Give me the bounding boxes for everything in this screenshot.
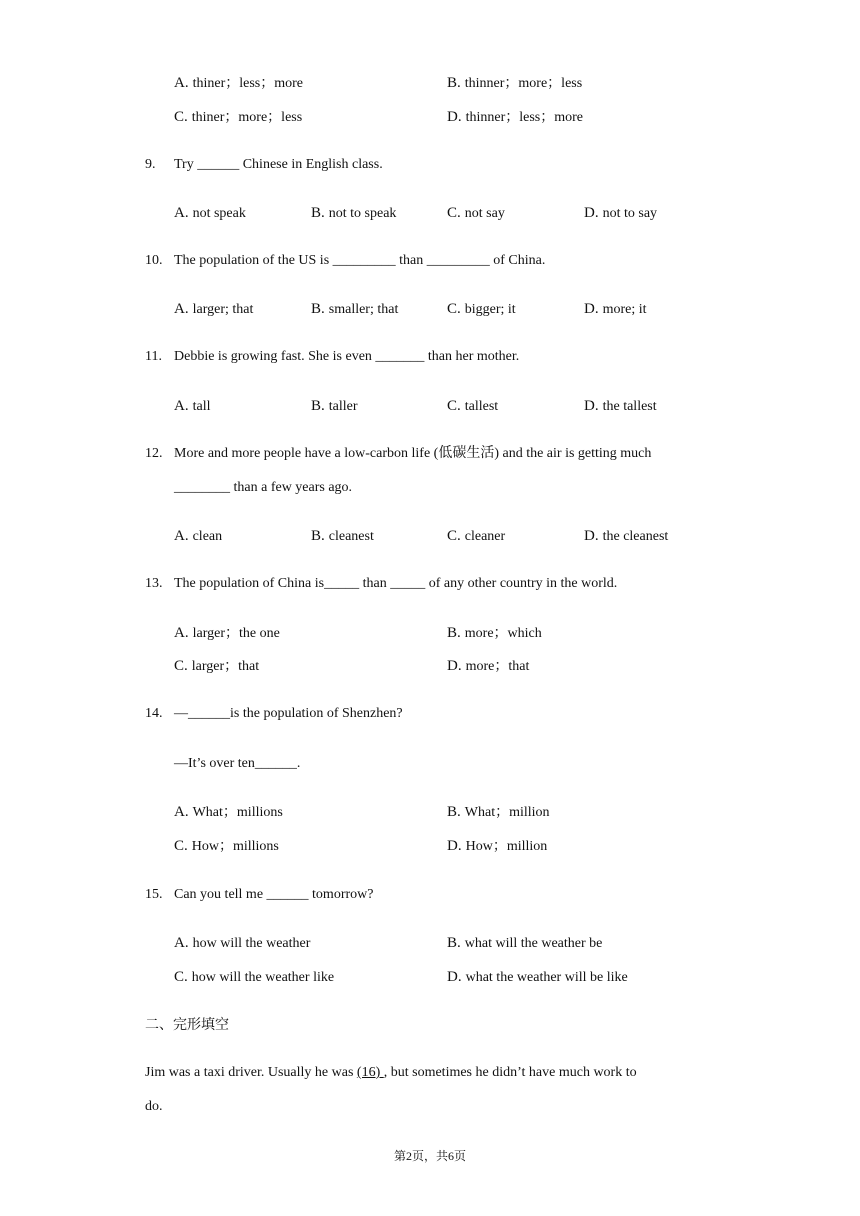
q14-text-line2: —It’s over ten______. (174, 756, 301, 771)
q13-text: The population of China is_____ than _____ of any other country in the world. (174, 576, 618, 591)
q10-option-a: A. larger; that (174, 301, 254, 317)
q11-text: Debbie is growing fast. She is even _______ than her mother. (174, 349, 520, 364)
q13-number: 13. (145, 576, 163, 591)
q15-option-d: D. what the weather will be like (447, 969, 628, 985)
q11-option-d: D. the tallest (584, 398, 657, 414)
blank-16: (16) (356, 1065, 384, 1080)
q14-text-line1: —______is the population of Shenzhen? (174, 706, 403, 721)
q11-option-b: B. taller (311, 398, 358, 414)
q15-text: Can you tell me ______ tomorrow? (174, 887, 374, 902)
q15-option-c: C. how will the weather like (174, 969, 335, 985)
q10-number: 10. (145, 253, 163, 268)
q9-number: 9. (145, 157, 156, 172)
q14-option-a: A. What；millions (174, 804, 283, 820)
q11-option-c: C. tallest (447, 398, 499, 414)
q13-option-d: D. more；that (447, 658, 530, 674)
q10-option-d: D. more; it (584, 301, 647, 317)
q9-option-d: D. not to say (584, 205, 658, 221)
q15-option-b: B. what will the weather be (447, 935, 603, 951)
q13-option-c: C. larger；that (174, 658, 260, 674)
q10-option-c: C. bigger; it (447, 301, 516, 317)
q9-option-b: B. not to speak (311, 205, 397, 221)
q8-option-b: B. thinner；more；less (447, 75, 583, 91)
q12-option-c: C. cleaner (447, 528, 506, 544)
q9-text: Try ______ Chinese in English class. (174, 157, 383, 172)
q14-option-c: C. How；millions (174, 838, 279, 854)
q14-number: 14. (145, 706, 163, 721)
q14-option-d: D. How；million (447, 838, 548, 854)
q12-option-a: A. clean (174, 528, 223, 544)
passage-line2: do. (145, 1099, 163, 1114)
q10-text: The population of the US is _________ than _________ of China. (174, 253, 546, 268)
q9-option-c: C. not say (447, 205, 505, 221)
q10-option-b: B. smaller; that (311, 301, 399, 317)
q12-text-line1: More and more people have a low-carbon life (低碳生活) and the air is getting much (174, 446, 652, 461)
q8-option-a: A. thiner；less；more (174, 75, 304, 91)
q13-option-b: B. more；which (447, 625, 542, 641)
q8-option-d: D. thinner；less；more (447, 109, 584, 125)
passage-line1: Jim was a taxi driver. Usually he was (16) , but sometimes he didn’t have much work to (145, 1065, 637, 1080)
q8-option-c: C. thiner；more；less (174, 109, 303, 125)
q13-option-a: A. larger；the one (174, 625, 280, 641)
q9-option-a: A. not speak (174, 205, 246, 221)
q12-option-d: D. the cleanest (584, 528, 669, 544)
page-footer: 第2页，共6页 (393, 1149, 466, 1163)
q11-option-a: A. tall (174, 398, 211, 414)
q12-number: 12. (145, 446, 163, 461)
q11-number: 11. (145, 349, 162, 364)
q12-option-b: B. cleanest (311, 528, 374, 544)
q15-number: 15. (145, 887, 163, 902)
section-heading-cloze: 二、完形填空 (145, 1017, 229, 1033)
q15-option-a: A. how will the weather (174, 935, 311, 951)
q12-text-line2: ________ than a few years ago. (174, 480, 353, 495)
q14-option-b: B. What；million (447, 804, 550, 820)
